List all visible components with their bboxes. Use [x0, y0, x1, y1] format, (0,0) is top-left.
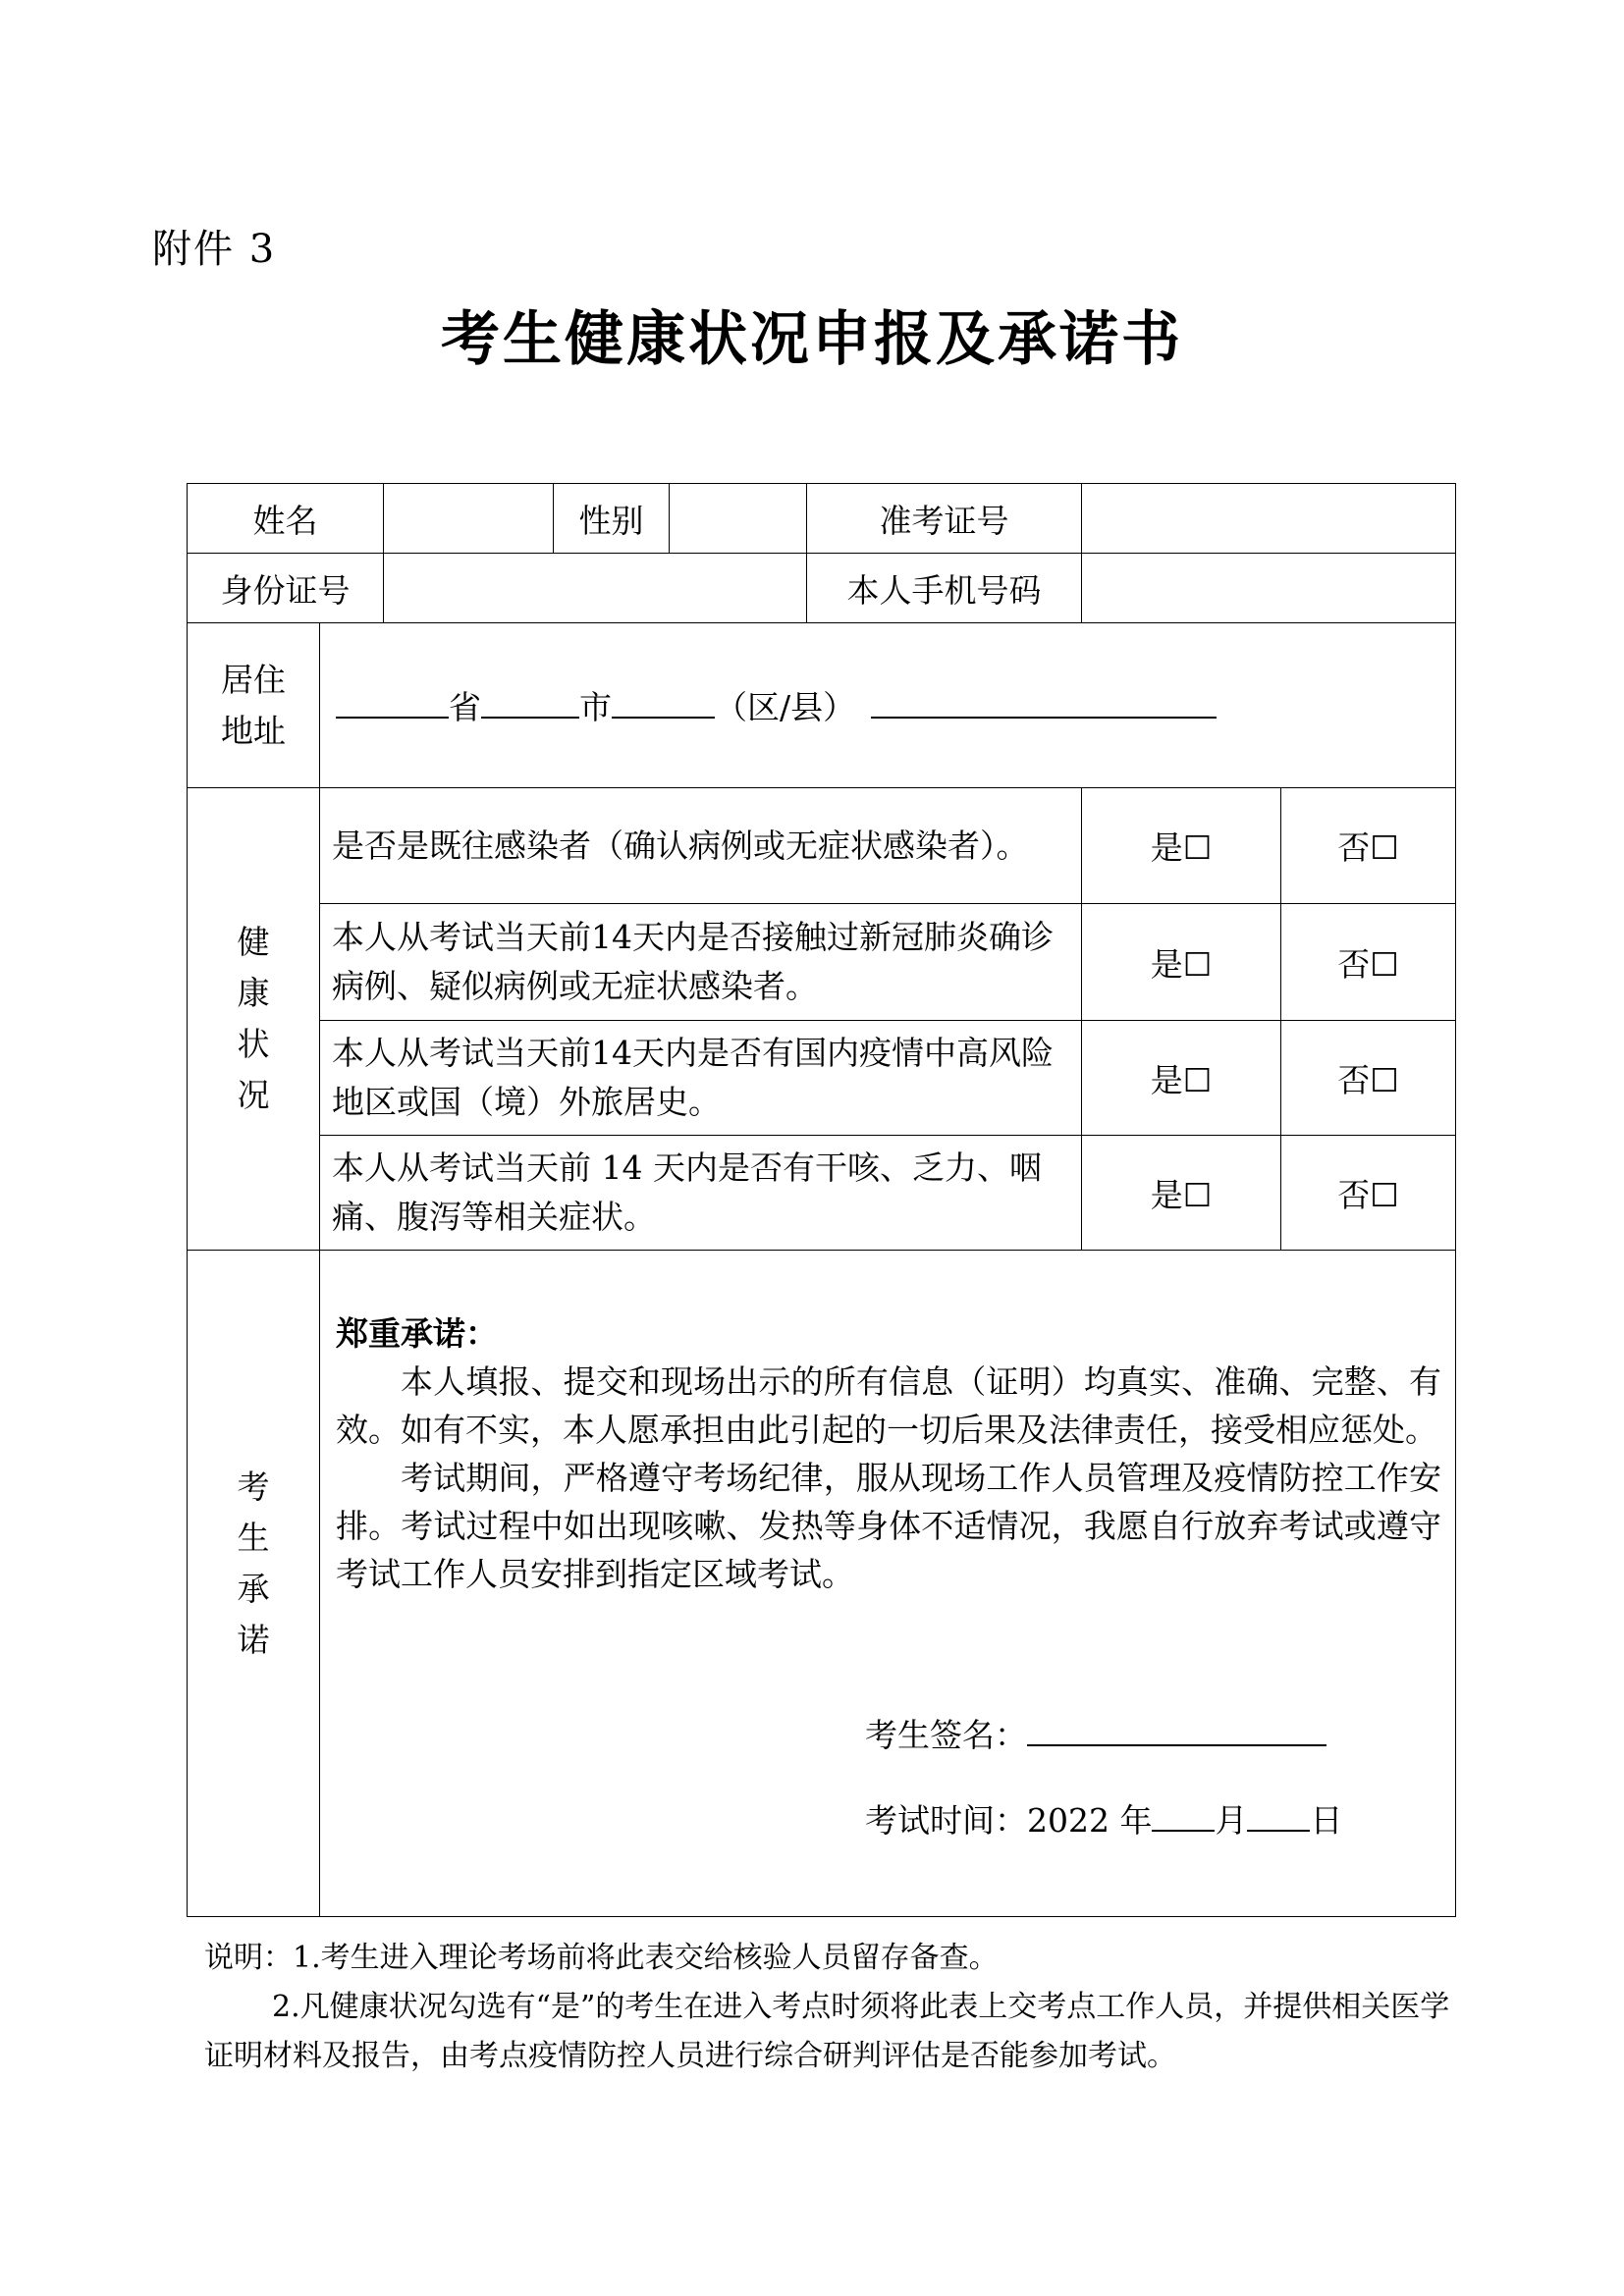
month-label: 月: [1215, 1801, 1248, 1840]
name-label: 姓名: [188, 484, 384, 554]
signature-label: 考生签名：: [865, 1716, 1027, 1754]
exam-id-field[interactable]: [1082, 484, 1456, 554]
health-q4-no-checkbox[interactable]: 否☐: [1281, 1136, 1456, 1251]
health-question-1: 是否是既往感染者（确认病例或无症状感染者）。: [320, 788, 1082, 904]
signature-line: [865, 1710, 1326, 1756]
city-label: 市: [579, 688, 612, 726]
province-blank[interactable]: [336, 687, 449, 719]
health-q3-yes-checkbox[interactable]: 是☐: [1082, 1021, 1281, 1136]
day-label: 日: [1310, 1801, 1343, 1840]
pledge-label-char: 生: [237, 1519, 270, 1557]
pledge-label-char: 诺: [237, 1621, 270, 1659]
health-label-char: 状: [237, 1025, 270, 1063]
phone-label: 本人手机号码: [807, 554, 1082, 623]
phone-field[interactable]: [1082, 554, 1456, 623]
month-blank[interactable]: [1152, 1800, 1215, 1832]
exam-time-line: [865, 1795, 1342, 1842]
attachment-label: 附件 3: [152, 227, 277, 272]
pledge-label: [188, 1251, 320, 1917]
id-card-field[interactable]: [384, 554, 807, 623]
address-label: [188, 623, 320, 788]
address-field[interactable]: [320, 623, 1456, 788]
exam-id-label: 准考证号: [807, 484, 1082, 554]
declaration-form: [187, 483, 1456, 1917]
notes-section: [204, 1934, 1451, 2081]
district-label: （区/县）: [715, 688, 856, 726]
health-q1-no-checkbox[interactable]: 否☐: [1281, 788, 1456, 904]
province-label: 省: [449, 688, 481, 726]
pledge-label-char: 承: [237, 1570, 270, 1608]
pledge-content: [320, 1251, 1456, 1917]
health-q4-yes-checkbox[interactable]: 是☐: [1082, 1136, 1281, 1251]
pledge-paragraph-1: 本人填报、提交和现场出示的所有信息（证明）均真实、准确、完整、有效。如有不实，本人愿承担由此引起的一切后果及法律责任，接受相应惩处。: [336, 1362, 1442, 1449]
address-label-line2: 地址: [221, 711, 286, 750]
note-2: 2.凡健康状况勾选有“是”的考生在进入考点时须将此表上交考点工作人员，并提供相关医学证明材料及报告，由考点疫情防控人员进行综合研判评估是否能参加考试。: [204, 1990, 1450, 2073]
district-blank[interactable]: [612, 687, 715, 719]
address-label-line1: 居住: [221, 660, 286, 699]
name-field[interactable]: [384, 484, 554, 554]
health-label-char: 康: [237, 974, 270, 1012]
id-card-label: 身份证号: [188, 554, 384, 623]
note-1: 说明：1.考生进入理论考场前将此表交给核验人员留存备查。: [204, 1941, 999, 1975]
gender-label: 性别: [554, 484, 670, 554]
city-blank[interactable]: [481, 687, 579, 719]
health-q1-yes-checkbox[interactable]: 是☐: [1082, 788, 1281, 904]
health-q2-no-checkbox[interactable]: 否☐: [1281, 904, 1456, 1021]
health-label-char: 况: [237, 1076, 270, 1114]
pledge-paragraph-2: 考试期间，严格遵守考场纪律，服从现场工作人员管理及疫情防控工作安排。考试过程中如出现咳嗽、发热等身体不适情况，我愿自行放弃考试或遵守考试工作人员安排到指定区域考试。: [336, 1459, 1442, 1593]
document-title: 考生健康状况申报及承诺书: [441, 305, 1183, 374]
health-q3-no-checkbox[interactable]: 否☐: [1281, 1021, 1456, 1136]
health-question-3: 本人从考试当天前14天内是否有国内疫情中高风险地区或国（境）外旅居史。: [320, 1021, 1082, 1136]
health-label: [188, 788, 320, 1251]
street-blank[interactable]: [871, 687, 1217, 719]
day-blank[interactable]: [1247, 1800, 1310, 1832]
exam-time-label: 考试时间：2022 年: [865, 1801, 1153, 1840]
health-q2-yes-checkbox[interactable]: 是☐: [1082, 904, 1281, 1021]
signature-blank[interactable]: [1027, 1715, 1326, 1746]
health-question-4: 本人从考试当天前 14 天内是否有干咳、乏力、咽痛、腹泻等相关症状。: [320, 1136, 1082, 1251]
health-label-char: 健: [237, 923, 270, 961]
pledge-heading: 郑重承诺：: [336, 1314, 498, 1353]
health-question-2: 本人从考试当天前14天内是否接触过新冠肺炎确诊病例、疑似病例或无症状感染者。: [320, 904, 1082, 1021]
pledge-label-char: 考: [237, 1468, 270, 1506]
gender-field[interactable]: [670, 484, 807, 554]
